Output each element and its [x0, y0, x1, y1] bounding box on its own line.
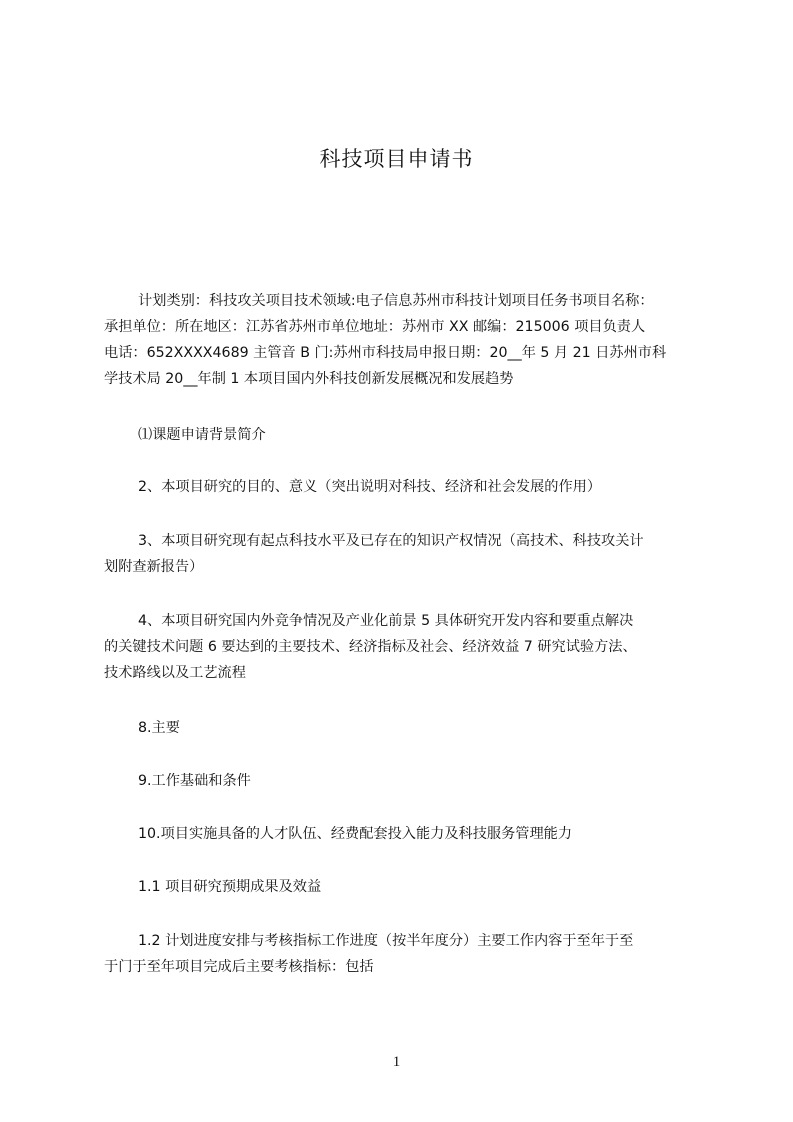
item-1-2-paragraph — [104, 928, 694, 980]
item-2-paragraph — [104, 474, 694, 500]
plan-info-line: 电话：652XXXX4689 主管音 B 门:苏州市科技局申报日期：20__年 5 月 21 日苏州市科 — [104, 345, 667, 361]
item-4-line: 4、本项目研究国内外竞争情况及产业化前景 5 具体研究开发内容和要重点解决 — [138, 613, 634, 629]
plan-info-line: 学技术局 20__年制 1 本项目国内外科技创新发展概况和发展趋势 — [104, 371, 514, 387]
item-1-2-line: 1.2 计划进度安排与考核指标工作进度（按半年度分）主要工作内容于至年于至 — [138, 933, 634, 949]
item-4-paragraph — [104, 608, 694, 686]
document-title: 科技项目申请书 — [319, 147, 474, 171]
plan-info-paragraph — [104, 288, 694, 392]
item-9-line: 9.工作基础和条件 — [138, 773, 251, 789]
item-8-paragraph — [104, 715, 694, 741]
plan-info-line: 承担单位：所在地区：江苏省苏州市单位地址：苏州市 XX 邮编：215006 项目负责人 — [104, 319, 646, 335]
item-2-line: 2、本项目研究的目的、意义（突出说明对科技、经济和社会发展的作用） — [138, 479, 602, 495]
item-1-1-line: 1.1 项目研究预期成果及效益 — [138, 879, 322, 895]
item-8-line: 8.主要 — [138, 720, 180, 736]
item-1-1-paragraph — [104, 874, 694, 900]
item-3-line: 3、本项目研究现有起点科技水平及已存在的知识产权情况（高技术、科技攻关计 — [138, 533, 644, 549]
page-number: 1 — [392, 1054, 401, 1070]
item-3-line: 划附查新报告） — [104, 559, 204, 575]
background-line: ⑴课题申请背景简介 — [138, 427, 266, 443]
item-3-paragraph — [104, 528, 694, 580]
background-heading — [104, 422, 694, 448]
item-9-paragraph — [104, 768, 694, 794]
item-10-paragraph — [104, 821, 694, 847]
item-4-line: 技术路线以及工艺流程 — [104, 665, 246, 681]
item-4-line: 的关键技术问题 6 要达到的主要技术、经济指标及社会、经济效益 7 研究试验方法、 — [104, 639, 637, 655]
item-10-line: 10.项目实施具备的人才队伍、经费配套投入能力及科技服务管理能力 — [138, 826, 573, 842]
item-1-2-line: 于门于至年项目完成后主要考核指标：包括 — [104, 959, 374, 975]
plan-info-line: 计划类别：科技攻关项目技术领域:电子信息苏州市科技计划项目任务书项目名称： — [138, 293, 654, 309]
